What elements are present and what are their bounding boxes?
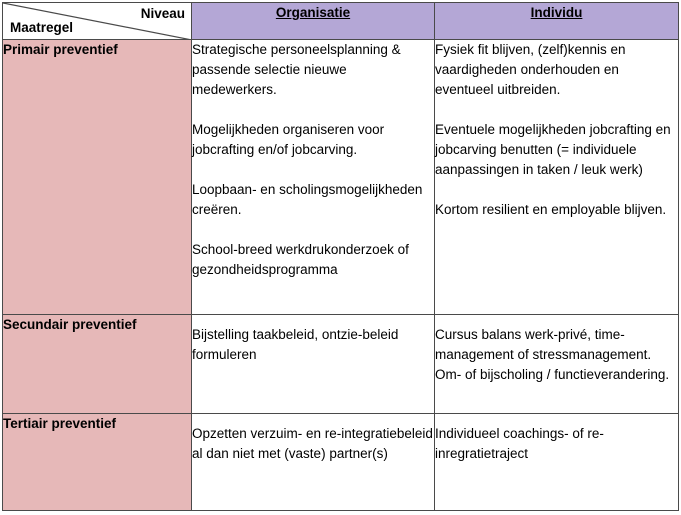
cell-paragraph: Loopbaan- en scholingsmogelijkheden creëren. [192,182,423,217]
cell-paragraph: Mogelijkheden organiseren voor jobcrafting en/of jobcarving. [192,122,385,157]
cell-paragraph: Strategische personeelsplanning & passende selectie nieuwe medewerkers. [192,42,401,97]
cell-paragraph: Eventuele mogelijkheden jobcrafting en jobcarving benutten (= individuele aanpassingen in taken / leuk werk) [435,122,671,177]
cell-paragraph: Kortom resilient en employable blijven. [435,202,667,217]
cell-paragraph: Bijstelling taakbeleid, ontzie-beleid formuleren [192,327,399,362]
cell-organisatie-secundair [192,315,435,414]
cell-organisatie-primair [192,40,435,315]
preventie-table [2,2,679,511]
row-label-secundair: Secundair preventief [3,315,192,414]
maatregel-label: Maatregel [10,20,74,35]
row-label-primair: Primair preventief [3,40,192,315]
row-label-tertiair: Tertiair preventief [3,414,192,511]
cell-paragraph: School-breed werkdrukonderzoek of gezondheidsprogramma [192,242,409,277]
corner-cell [3,3,192,40]
header-row [3,3,679,40]
cell-paragraph: Fysiek fit blijven, (zelf)kennis en vaardigheden onderhouden en eventueel uitbreiden. [435,42,626,97]
organisatie-header: Organisatie [192,3,435,40]
table-row [3,315,679,414]
cell-individu-primair [435,40,679,315]
cell-paragraph: Cursus balans werk-privé, time-management of stressmanagement. Om- of bijscholing / functieverandering. [435,327,670,382]
niveau-label: Niveau [140,6,185,21]
cell-individu-secundair [435,315,679,414]
cell-paragraph: Opzetten verzuim- en re-integratiebeleid al dan niet met (vaste) partner(s) [192,426,433,461]
cell-paragraph: Individueel coachings- of re-inregratietraject [435,426,604,461]
cell-individu-tertiair [435,414,679,511]
individu-header: Individu [435,3,679,40]
table-row [3,414,679,511]
table-row [3,40,679,315]
cell-organisatie-tertiair [192,414,435,511]
